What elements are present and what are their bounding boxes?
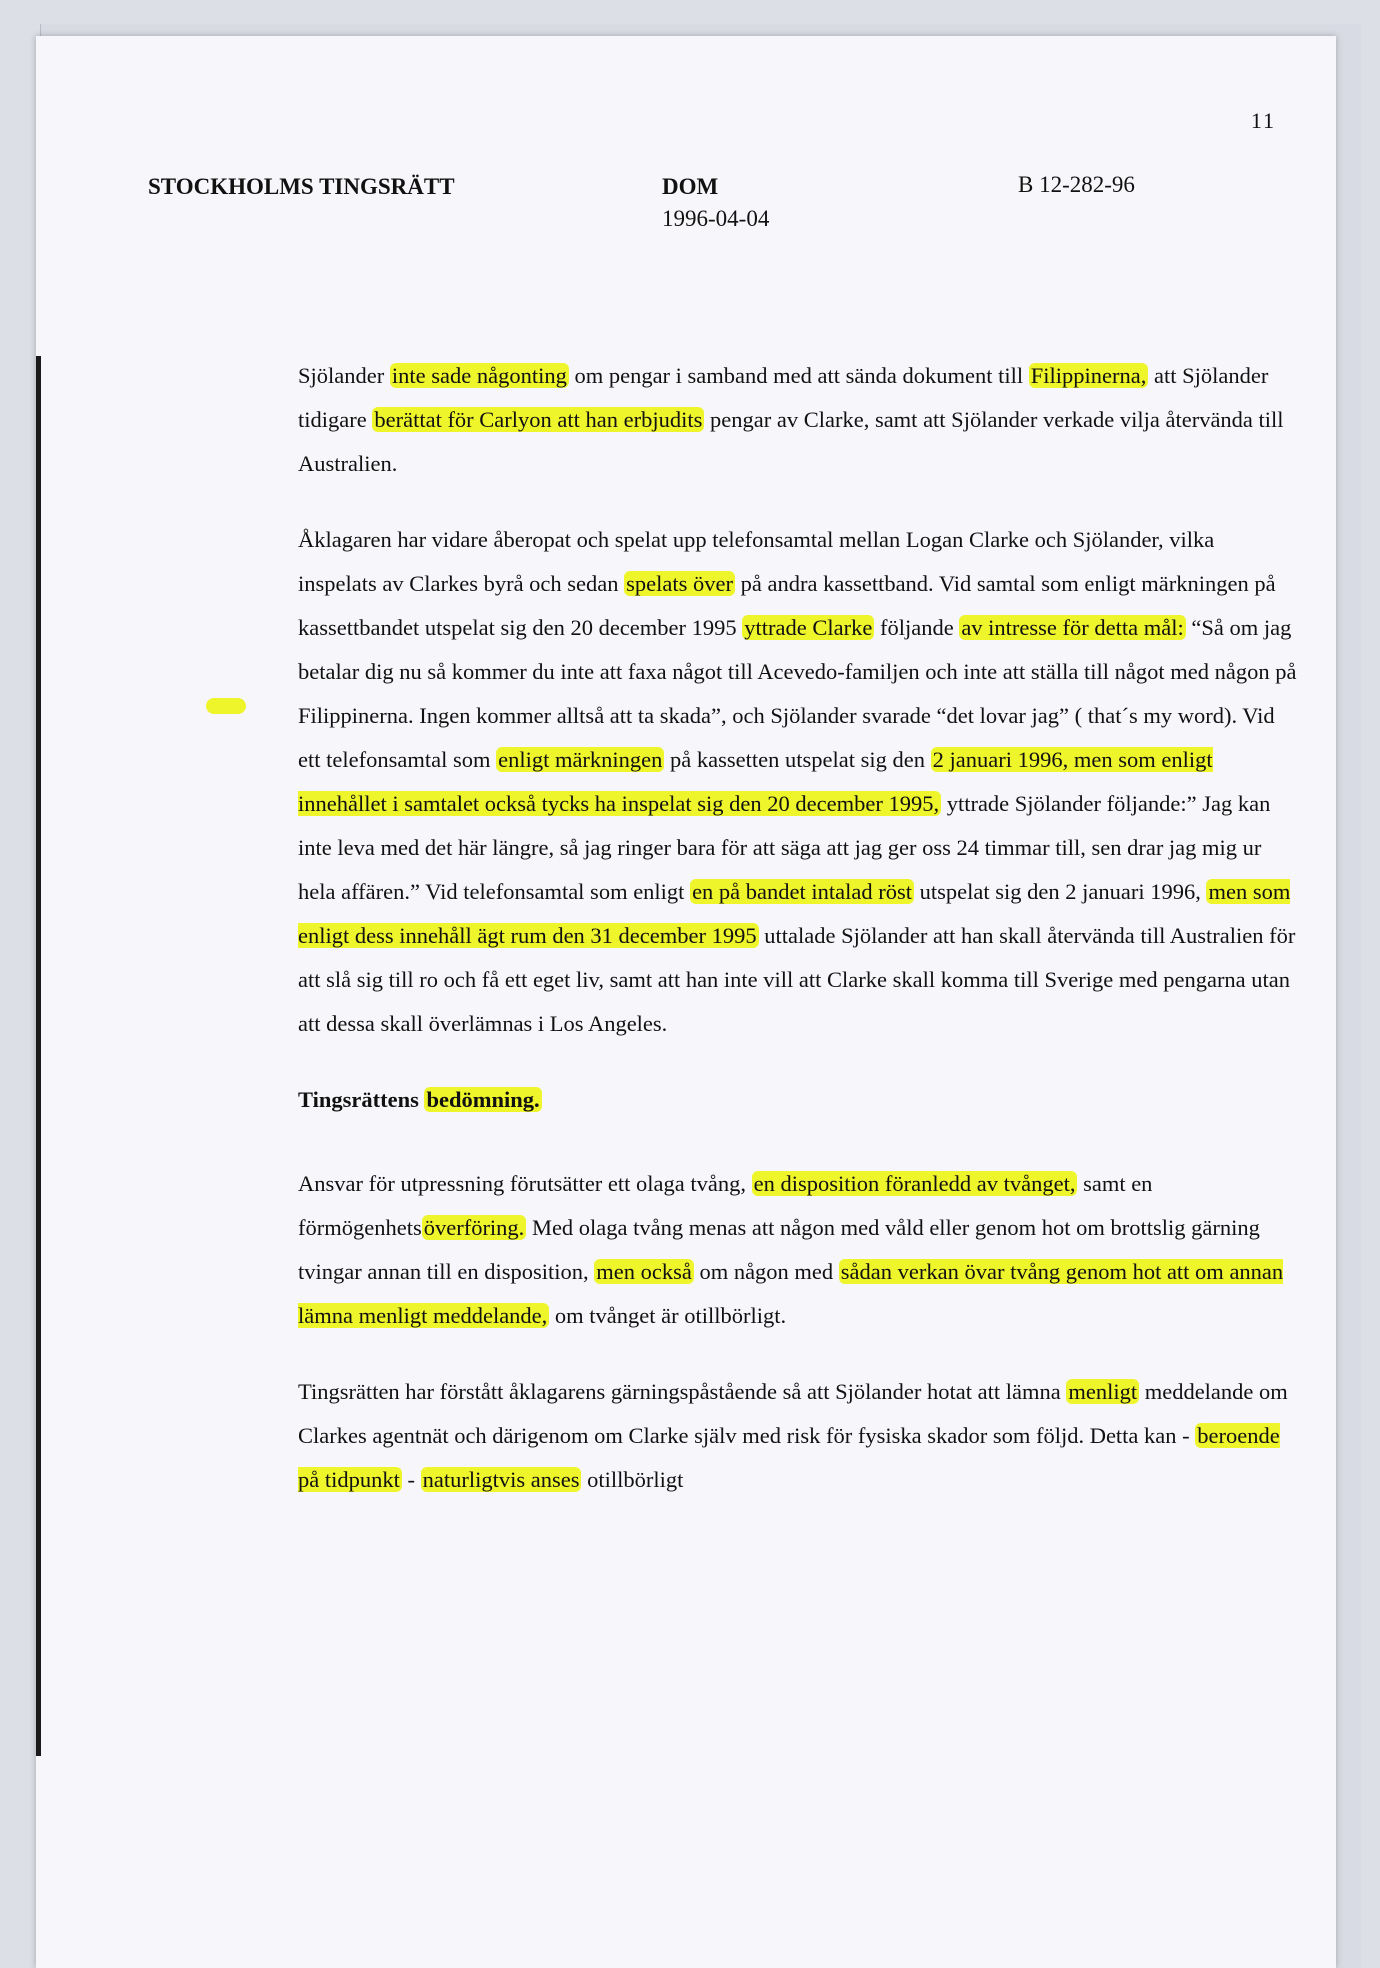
document-page <box>36 36 1336 1968</box>
highlight: menligt <box>1068 1379 1138 1404</box>
text: meddelande om Clarkes agentnät och därigenom om Clarke själv med risk för fysiska skador som följd. Detta kan - <box>298 1379 1288 1448</box>
highlight: Filippinerna, <box>1030 363 1147 388</box>
paragraph-1 <box>298 354 1298 486</box>
text: om någon med <box>693 1259 839 1284</box>
paragraph-3 <box>298 1162 1298 1338</box>
highlight: enligt märkningen <box>498 747 663 772</box>
text: följande <box>874 615 960 640</box>
highlight: beroende på tidpunkt <box>298 1423 1280 1492</box>
court-name: STOCKHOLMS TINGSRÄTT <box>148 174 455 199</box>
text: om pengar i samband med att sända dokument till <box>568 363 1029 388</box>
highlight: naturligtvis anses <box>422 1467 580 1492</box>
text: Åklagaren har vidare åberopat och spelat upp telefonsamtal mellan Logan Clarke och Sjölander, vilka inspelats av Clarkes byrå och sedan <box>298 527 1215 596</box>
document-type: DOM <box>662 174 719 199</box>
text: “Så om jag betalar dig nu så kommer du inte att faxa något till Acevedo-familjen och inte att ställa till något med någon på Filippinerna. Ingen kommer alltså att ta skada”, och Sjölander svarade “det lovar jag” ( that´s my word). Vid ett telefonsamtal som <box>298 615 1297 772</box>
section-heading <box>298 1078 1298 1122</box>
text: - <box>401 1467 421 1492</box>
highlight: en på bandet intalad röst <box>692 879 912 904</box>
text: på kassetten utspelat sig den <box>664 747 931 772</box>
highlight: 2 januari 1996, men som enligt innehållet i samtalet också tycks ha inspelat sig den 20 december 1995, <box>298 747 1213 816</box>
highlight: men som enligt dess innehåll ägt rum den 31 december 1995 <box>298 879 1291 948</box>
highlight: av intresse för detta mål: <box>961 615 1184 640</box>
document-body <box>298 354 1298 1534</box>
text: Med olaga tvång menas att någon med våld eller genom hot om brottslig gärning tvingar annan till en disposition, <box>298 1215 1260 1284</box>
page-number: 11 <box>1250 108 1276 133</box>
heading-text: Tingsrättens <box>298 1087 425 1112</box>
text: att Sjölander tidigare <box>298 363 1269 432</box>
text: på andra kassettband. Vid samtal som enligt märkningen på kassettbandet utspelat sig den 20 december 1995 <box>298 571 1276 640</box>
text: otillbörligt <box>581 1467 684 1492</box>
text: om tvånget är otillbörligt. <box>549 1303 787 1328</box>
document-date: 1996-04-04 <box>662 206 770 231</box>
page-edge-shadow <box>36 356 41 1756</box>
highlight: en disposition föranledd av tvånget, <box>753 1171 1076 1196</box>
highlight: spelats över <box>626 571 733 596</box>
text: Sjölander <box>298 363 390 388</box>
highlight: bedömning. <box>426 1087 540 1112</box>
highlight: men också <box>596 1259 692 1284</box>
margin-highlight-mark <box>206 698 246 714</box>
highlight: överföring. <box>423 1215 525 1240</box>
text: uttalade Sjölander att han skall återvända till Australien för att slå sig till ro och få ett eget liv, samt att han inte vill att Clarke skall komma till Sverige med pengarna utan att dessa skall överlämnas i Los Angeles. <box>298 923 1296 1036</box>
text: pengar av Clarke, samt att Sjölander verkade vilja återvända till Australien. <box>298 407 1284 476</box>
text: utspelat sig den 2 januari 1996, <box>914 879 1207 904</box>
text: Tingsrätten har förstått åklagarens gärningspåstående så att Sjölander hotat att lämna <box>298 1379 1067 1404</box>
case-number: B 12-282-96 <box>1018 172 1135 197</box>
highlight: yttrade Clarke <box>744 615 873 640</box>
text: samt en förmögenhets <box>298 1171 1153 1240</box>
paragraph-2 <box>298 518 1298 1046</box>
paragraph-4 <box>298 1370 1298 1502</box>
highlight: sådan verkan övar tvång genom hot att om annan lämna menligt meddelande, <box>298 1259 1284 1328</box>
text: yttrade Sjölander följande:” Jag kan inte leva med det här längre, så jag ringer bara för att säga att jag ger oss 24 timmar till, sen drar jag mig ur hela affären.” Vid telefonsamtal som enligt <box>298 791 1271 904</box>
highlight: inte sade någonting <box>391 363 567 388</box>
text: Ansvar för utpressning förutsätter ett olaga tvång, <box>298 1171 752 1196</box>
highlight: berättat för Carlyon att han erbjudits <box>374 407 703 432</box>
